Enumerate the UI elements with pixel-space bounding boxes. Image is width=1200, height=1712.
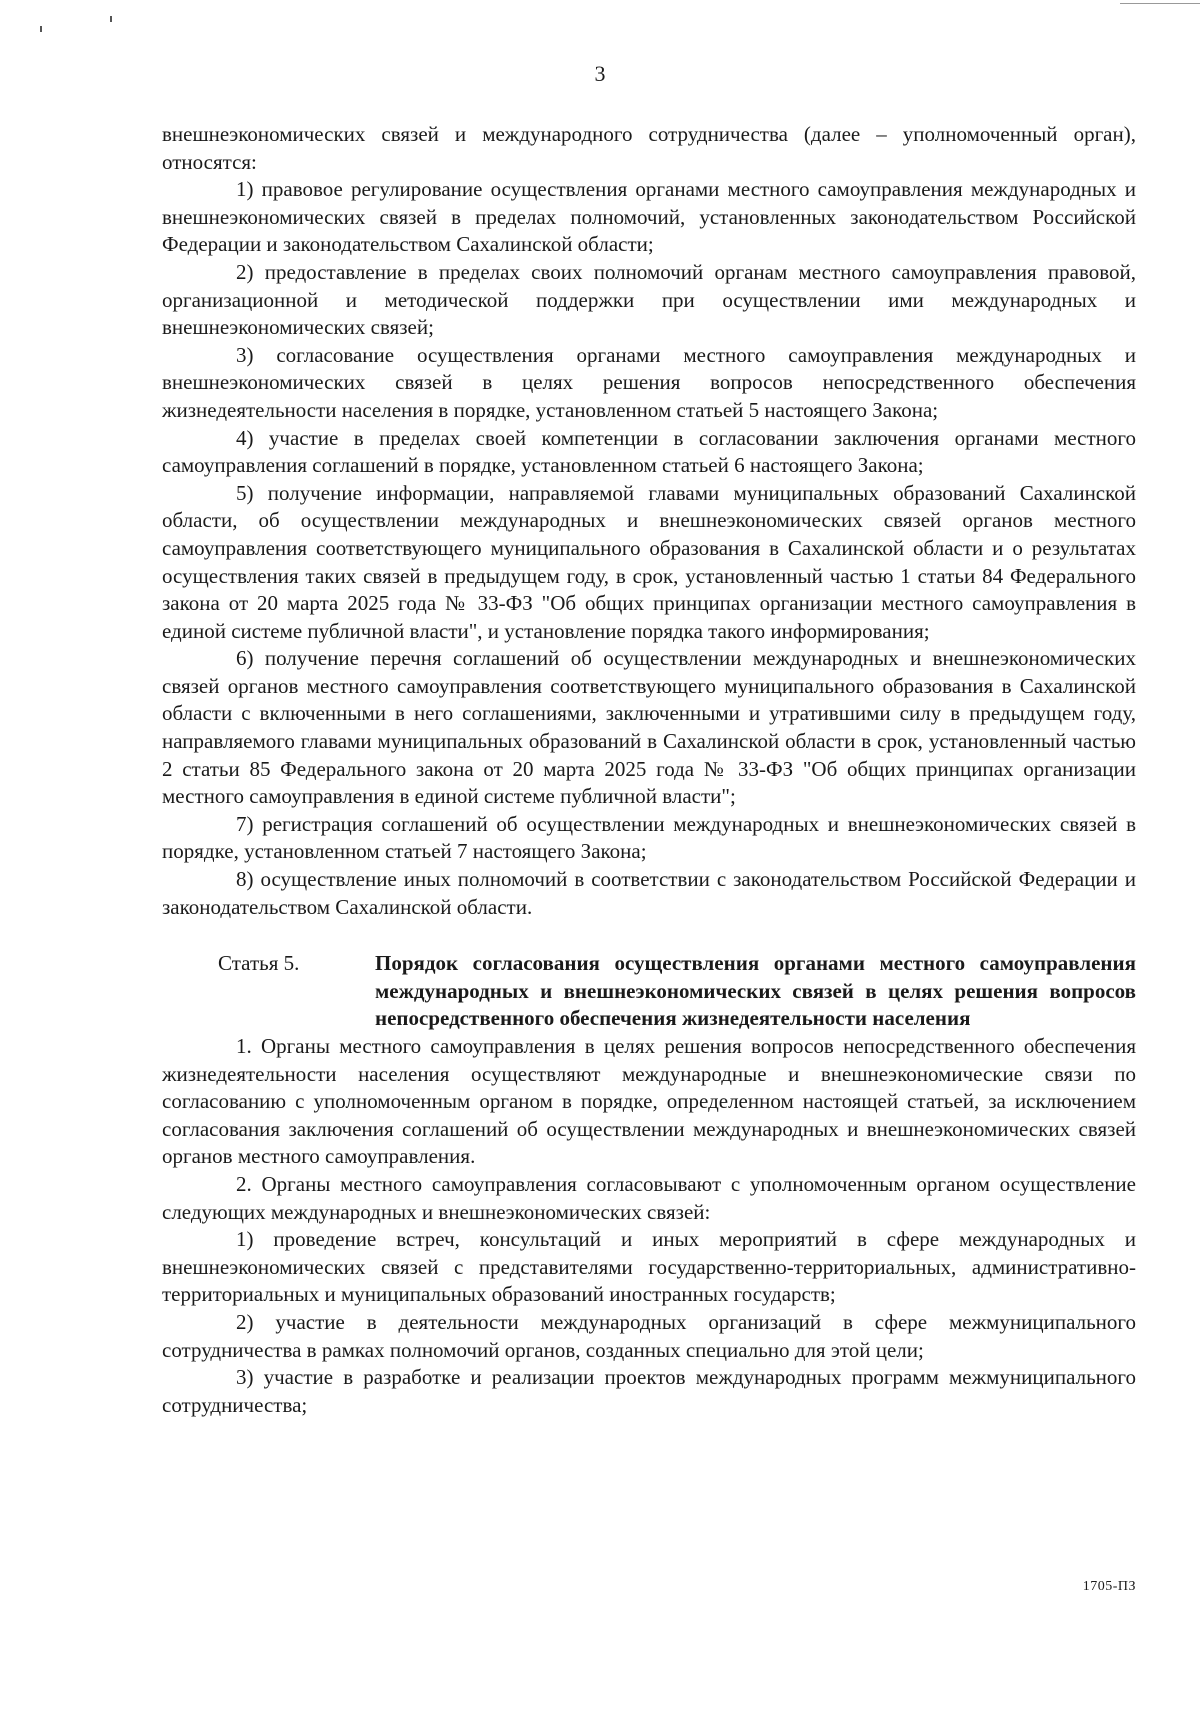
paragraph: 1. Органы местного самоуправления в целях решения вопросов непосредственного обеспечения жизнедеятельности населения осуществляют международные и внешнеэкономические связи по согласованию с уполномоченным органом в порядке, определенном настоящей статьей, за исключением согласования заключения соглашений об осуществлении международных и внешнеэкономических связей органов местного самоуправления. xyxy=(162,1034,1136,1169)
article-label: Статья 5. xyxy=(218,951,300,976)
document-code: 1705-ПЗ xyxy=(1082,1579,1136,1594)
scan-speck xyxy=(40,26,42,32)
paragraphs-after-article xyxy=(162,1033,1136,1419)
paragraph: внешнеэкономических связей и международного сотрудничества (далее – уполномоченный орган), относятся: xyxy=(162,122,1136,174)
paragraph: 1) правовое регулирование осуществления органами местного самоуправления международных и внешнеэкономических связей в пределах полномочий, установленных законодательством Российской Федерации и законодательством Сахалинской области; xyxy=(162,177,1136,257)
paragraph: 3) согласование осуществления органами местного самоуправления международных и внешнеэкономических связей в целях решения вопросов непосредственного обеспечения жизнедеятельности населения в порядке, установленном статьей 5 настоящего Закона; xyxy=(162,342,1136,422)
paragraph: 7) регистрация соглашений об осуществлении международных и внешнеэкономических связей в порядке, установленном статьей 7 настоящего Закона; xyxy=(162,811,1136,864)
paragraph: 5) получение информации, направляемой главами муниципальных образований Сахалинской области, об осуществлении международных и внешнеэкономических связей органов местного самоуправления соответствующего муниципального образования в Сахалинской области и о результатах осуществления таких связей в предыдущем году, в срок, установленный частью 1 статьи 84 Федерального закона от 20 марта 2025 года № 33-ФЗ "Об общих принципах организации местного самоуправления в единой системе публичной власти", и установление порядка такого информирования; xyxy=(162,480,1136,643)
scan-speck xyxy=(110,16,112,22)
paragraphs-before-article xyxy=(162,121,1136,921)
paragraph: 6) получение перечня соглашений об осуществлении международных и внешнеэкономических связей органов местного самоуправления соответствующего муниципального образования в Сахалинской области с включенными в него соглашениями, заключенными и утратившими силу в предыдущем году, направляемого главами муниципальных образований в Сахалинской области в срок, установленный частью 2 статьи 85 Федерального закона от 20 марта 2025 года № 33-ФЗ "Об общих принципах организации местного самоуправления в единой системе публичной власти"; xyxy=(162,646,1136,809)
scan-edge-line xyxy=(1120,3,1200,4)
paragraph: 8) осуществление иных полномочий в соответствии с законодательством Российской Федерации и законодательством Сахалинской области. xyxy=(162,867,1136,919)
document-body xyxy=(162,121,1136,1419)
page-number: 3 xyxy=(594,61,606,86)
paragraph: 3) участие в разработке и реализации проектов международных программ межмуниципального сотрудничества; xyxy=(162,1365,1136,1417)
paragraph: 4) участие в пределах своей компетенции в согласовании заключения органами местного самоуправления соглашений в порядке, установленном статьей 6 настоящего Закона; xyxy=(162,425,1136,478)
paragraph: 2. Органы местного самоуправления согласовывают с уполномоченным органом осуществление следующих международных и внешнеэкономических связей: xyxy=(162,1171,1136,1224)
paragraph: 2) участие в деятельности международных организаций в сфере межмуниципального сотрудничества в рамках полномочий органов, созданных специально для этой цели; xyxy=(162,1309,1136,1362)
paragraph: 2) предоставление в пределах своих полномочий органам местного самоуправления правовой, организационной и методической поддержки при осуществлении ими международных и внешнеэкономических связей; xyxy=(162,259,1136,340)
article-title: Порядок согласования осуществления органами местного самоуправления международных и внешнеэкономических связей в целях решения вопросов непосредственного обеспечения жизнедеятельности населения xyxy=(375,951,1136,1031)
article-heading xyxy=(162,950,1136,1033)
paragraph: 1) проведение встреч, консультаций и иных мероприятий в сфере международных и внешнеэкономических связей с представителями государственно-территориальных, административно-территориальных и муниципальных образований иностранных государств; xyxy=(162,1227,1136,1307)
